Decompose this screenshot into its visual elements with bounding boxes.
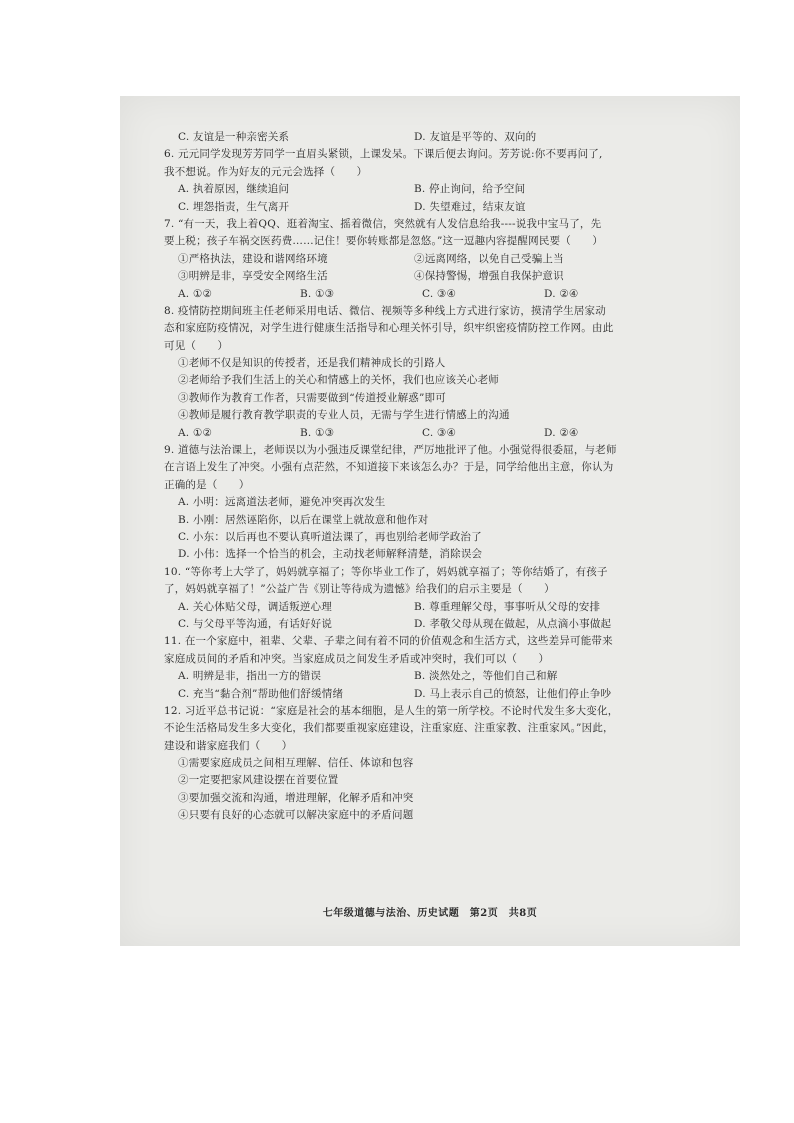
q7-item-2: ②远离网络，以免自己受骗上当 — [414, 252, 564, 265]
question-content — [164, 129, 704, 825]
q11-stem-line-2: 家庭成员间的矛盾和冲突。当家庭成员之间发生矛盾或冲突时，我们可以（ ） — [164, 652, 550, 665]
q12-stem-line-1: 12. 习近平总书记说：“家庭是社会的基本细胞，是人生的第一所学校。不论时代发生多大变化， — [164, 704, 619, 717]
scanned-page — [120, 96, 740, 946]
q7-item-4: ④保持警惕，增强自我保护意识 — [414, 270, 564, 283]
q7-choice-a: A. ①② — [178, 287, 213, 300]
q8-choice-a: A. ①② — [178, 426, 213, 439]
q7-choice-b: B. ①③ — [300, 287, 335, 300]
q11-option-a: A. 明辨是非，指出一方的错误 — [178, 670, 322, 683]
q11-option-c: C. 充当“黏合剂”帮助他们舒缓情绪 — [178, 687, 344, 700]
q11-option-d: D. 马上表示自己的愤怒，让他们停止争吵 — [414, 687, 612, 700]
q7-stem-line-2: 要上税；孩子车祸交医药费……记住！要你转账都是忽悠。”这一逗趣内容提醒网民要（ ） — [164, 235, 604, 248]
q6-option-a: A. 执着原因，继续追问 — [178, 183, 290, 196]
q9-stem-line-2: 在言语上发生了冲突。小强有点茫然，不知道接下来该怎么办？于是，同学给他出主意，你认为 — [164, 461, 614, 474]
q8-item-1: ①老师不仅是知识的传授者，还是我们精神成长的引路人 — [178, 357, 446, 370]
q8-choice-b: B. ①③ — [300, 426, 335, 439]
q6-options-row-2 — [164, 199, 704, 216]
q12-item-3: ③要加强交流和沟通，增进理解，化解矛盾和冲突 — [178, 791, 414, 804]
q6-stem-line-2: 我不想说。作为好友的元元会选择（ ） — [164, 165, 368, 178]
q11-options-row-1 — [164, 668, 704, 685]
q8-choices-row — [164, 425, 704, 442]
q7-items-row-2 — [164, 268, 704, 285]
q11-stem-line-1: 11. 在一个家庭中，祖辈、父辈、子辈之间有着不同的价值观念和生活方式，这些差异可能带来 — [164, 635, 613, 648]
page-footer: 七年级道德与法治、历史试题 第2页 共8页 — [322, 908, 538, 919]
q8-choice-d: D. ②④ — [544, 426, 579, 439]
q10-stem-line-1: 10. “等你考上大学了，妈妈就享福了；等你毕业工作了，妈妈就享福了；等你结婚了，有孩子 — [164, 565, 608, 578]
q9-option-a: A. 小明：远离道法老师，避免冲突再次发生 — [178, 496, 386, 509]
q9-stem-line-1: 9. 道德与法治课上，老师误以为小强违反课堂纪律，严厉地批评了他。小强觉得很委屈，与老师 — [164, 444, 617, 457]
q11-options-row-2 — [164, 686, 704, 703]
q7-choice-d: D. ②④ — [544, 287, 579, 300]
q10-options-row-1 — [164, 599, 704, 616]
q7-choice-c: C. ③④ — [422, 287, 457, 300]
q5-options-row — [164, 129, 704, 146]
q5-option-c: C. 友谊是一种亲密关系 — [178, 131, 290, 143]
q8-stem-line-1: 8. 疫情防控期间班主任老师采用电话、微信、视频等多种线上方式进行家访，摸清学生居家动 — [164, 304, 606, 317]
q6-option-c: C. 埋怨指责，生气离开 — [178, 200, 290, 213]
q12-stem-line-3: 建设和谐家庭我们（ ） — [164, 739, 293, 752]
q7-item-3: ③明辨是非，享受安全网络生活 — [178, 270, 328, 283]
q10-option-c: C. 与父母平等沟通，有话好好说 — [178, 617, 333, 630]
q8-choice-c: C. ③④ — [422, 426, 457, 439]
q8-item-2: ②老师给予我们生活上的关心和情感上的关怀，我们也应该关心老师 — [178, 374, 499, 387]
q10-options-row-2 — [164, 616, 704, 633]
q12-item-1: ①需要家庭成员之间相互理解、信任、体谅和包容 — [178, 757, 414, 770]
q10-option-a: A. 关心体贴父母，调适叛逆心理 — [178, 600, 332, 613]
q12-item-2: ②一定要把家风建设摆在首要位置 — [178, 774, 339, 787]
q12-stem-line-2: 不论生活格局发生多大变化，我们都要重视家庭建设，注重家庭、注重家教、注重家风。”因此， — [164, 722, 614, 735]
q8-stem-line-2: 态和家庭防疫情况，对学生进行健康生活指导和心理关怀引导，织牢织密疫情防控工作网。由此 — [164, 322, 614, 335]
q9-stem-line-3: 正确的是（ ） — [164, 478, 250, 491]
q7-stem-line-1: 7. “有一天，我上着QQ、逛着淘宝、摇着微信，突然就有人发信息给我----说我中宝马了，先 — [164, 217, 602, 230]
q7-item-1: ①严格执法，建设和谐网络环境 — [178, 252, 328, 265]
q6-option-d: D. 失望难过，结束友谊 — [414, 200, 526, 213]
q6-options-row-1 — [164, 181, 704, 198]
q6-stem-line-1: 6. 元元同学发现芳芳同学一直眉头紧锁，上课发呆。下课后便去询问。芳芳说:你不要再问了, — [164, 148, 603, 161]
q7-items-row-1 — [164, 251, 704, 268]
q7-choices-row — [164, 286, 704, 303]
q11-option-b: B. 淡然处之，等他们自己和解 — [414, 670, 558, 683]
q6-option-b: B. 停止询问，给予空间 — [414, 183, 526, 196]
q9-option-c: C. 小东：以后再也不要认真听道法课了，再也别给老师学政治了 — [178, 530, 482, 543]
q5-option-d: D. 友谊是平等的、双向的 — [414, 131, 537, 143]
q8-item-3: ③教师作为教育工作者，只需要做到“传道授业解惑”即可 — [178, 391, 446, 404]
q8-item-4: ④教师是履行教育教学职责的专业人员，无需与学生进行情感上的沟通 — [178, 409, 510, 422]
q12-item-4: ④只要有良好的心态就可以解决家庭中的矛盾问题 — [178, 809, 414, 822]
q10-option-d: D. 孝敬父母从现在做起，从点滴小事做起 — [414, 617, 612, 630]
q10-option-b: B. 尊重理解父母，事事听从父母的安排 — [414, 600, 601, 613]
q9-option-d: D. 小伟：选择一个恰当的机会，主动找老师解释清楚，消除误会 — [178, 548, 483, 561]
q10-stem-line-2: 了，妈妈就享福了！”公益广告《别让等待成为遗憾》给我们的启示主要是（ ） — [164, 583, 555, 596]
q8-stem-line-3: 可见（ ） — [164, 339, 229, 352]
q9-option-b: B. 小刚：居然诬陷你，以后在课堂上就故意和他作对 — [178, 513, 429, 526]
